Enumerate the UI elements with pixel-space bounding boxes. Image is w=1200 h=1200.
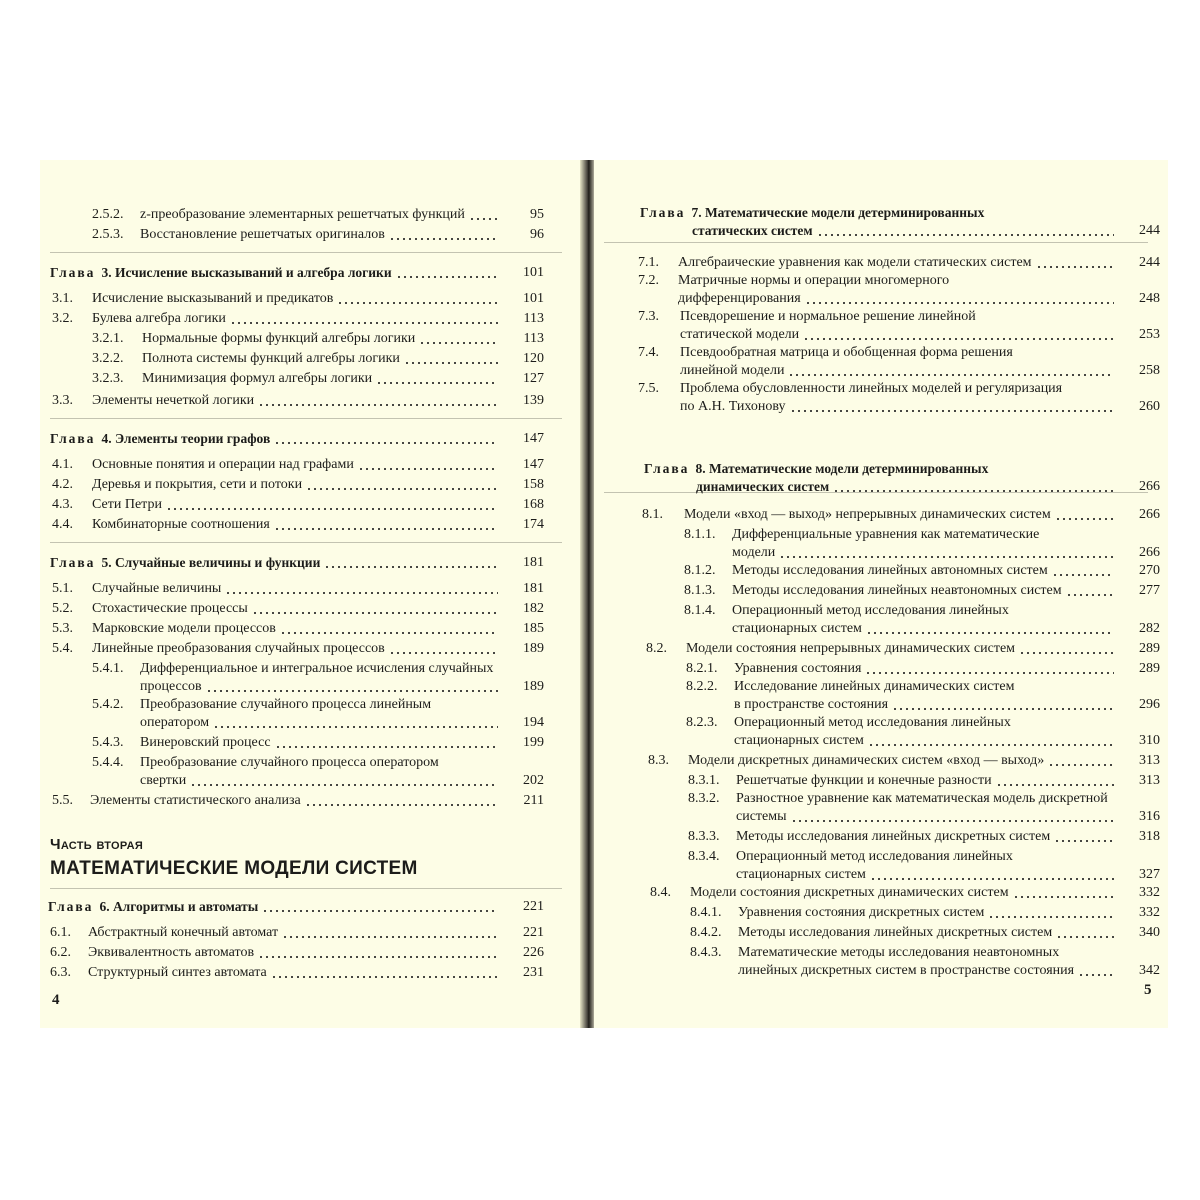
dot-leader: [833, 489, 1114, 493]
toc-entry: [594, 380, 1168, 420]
entry-title-continued: линейной модели: [680, 363, 785, 378]
entry-number: 8.3.1.: [688, 773, 720, 788]
entry-page-number: 96: [530, 227, 544, 242]
chapter-heading: [644, 460, 988, 478]
entry-title: Дифференциальные уравнения как математические: [732, 527, 1040, 542]
toc-entry: [40, 496, 582, 516]
entry-title: Методы исследования линейных автономных систем: [732, 563, 1048, 578]
entry-page-number: 226: [523, 945, 544, 960]
toc-entry: [594, 904, 1168, 924]
entry-title: Преобразование случайного процесса оператором: [140, 755, 439, 770]
dot-leader: [274, 441, 498, 445]
entry-title: Полнота системы функций алгебры логики: [142, 351, 400, 366]
chapter-heading: [50, 554, 320, 572]
entry-title: Марковские модели процессов: [92, 621, 276, 636]
entry-title: Уравнения состояния дискретных систем: [738, 905, 985, 920]
chapter-title: 8. Математические модели детерминированных: [695, 461, 989, 476]
entry-page-number: 221: [523, 925, 544, 940]
dot-leader: [190, 783, 498, 787]
entry-number: 8.1.3.: [684, 583, 716, 598]
dot-leader: [206, 689, 498, 693]
toc-chapter-entry: [40, 430, 582, 450]
entry-number: 4.3.: [52, 497, 73, 512]
toc-entry: [40, 964, 582, 984]
chapter-title-continued: статических систем: [692, 223, 813, 238]
entry-page-number: 139: [523, 393, 544, 408]
dot-leader: [258, 955, 498, 959]
entry-page-number: 231: [523, 965, 544, 980]
dot-leader: [337, 301, 498, 305]
entry-title-continued: дифференцирования: [678, 291, 801, 306]
entry-title: Модели состояния дискретных динамических систем: [690, 885, 1009, 900]
toc-entry: [594, 640, 1168, 660]
entry-title-continued: процессов: [140, 679, 202, 694]
dot-leader: [1036, 265, 1114, 269]
toc-entry: [594, 752, 1168, 772]
entry-number: 3.1.: [52, 291, 73, 306]
entry-title: Операционный метод исследования линейных: [734, 715, 1011, 730]
chapter-title: 6. Алгоритмы и автоматы: [99, 899, 259, 914]
entry-title: Структурный синтез автомата: [88, 965, 267, 980]
dot-leader: [389, 237, 498, 241]
dot-leader: [324, 565, 498, 569]
entry-number: 7.1.: [638, 255, 659, 270]
toc-entry: [594, 272, 1168, 312]
entry-page-number: 332: [1139, 885, 1160, 900]
entry-page-number: 318: [1139, 829, 1160, 844]
entry-number: 6.2.: [50, 945, 71, 960]
dot-leader: [274, 527, 498, 531]
entry-title: Псевдорешение и нормальное решение линейной: [680, 309, 976, 324]
entry-title: Решетчатые функции и конечные разности: [736, 773, 992, 788]
entry-number: 8.4.2.: [690, 925, 722, 940]
toc-entry: [594, 602, 1168, 642]
toc-entry: [40, 734, 582, 754]
toc-entry: [40, 456, 582, 476]
dot-leader: [469, 217, 498, 221]
entry-page-number: 182: [523, 601, 544, 616]
dot-leader: [1066, 593, 1114, 597]
entry-number: 8.2.: [646, 641, 667, 656]
section-divider: [50, 542, 562, 543]
dot-leader: [1055, 517, 1114, 521]
entry-title: Модели дискретных динамических систем «вход — выход»: [688, 753, 1045, 768]
entry-number: 5.5.: [52, 793, 73, 808]
dot-leader: [358, 467, 498, 471]
chapter-heading: [50, 264, 392, 282]
chapter-title: 3. Исчисление высказываний и алгебра логики: [101, 265, 392, 280]
entry-title: Уравнения состояния: [734, 661, 862, 676]
entry-page-number: 211: [523, 793, 544, 808]
entry-title: Минимизация формул алгебры логики: [142, 371, 373, 386]
entry-title: Элементы статистического анализа: [90, 793, 301, 808]
dot-leader: [419, 341, 498, 345]
toc-entry: [594, 772, 1168, 792]
dot-leader: [817, 233, 1114, 237]
dot-leader: [230, 321, 498, 325]
chapter-title: 4. Элементы теории графов: [101, 431, 271, 446]
dot-leader: [1054, 839, 1114, 843]
entry-number: 6.3.: [50, 965, 71, 980]
entry-title: Разностное уравнение как математическая модель дискретной: [736, 791, 1108, 806]
entry-page-number: 95: [530, 207, 544, 222]
entry-page-number: 113: [523, 331, 544, 346]
entry-number: 8.4.: [650, 885, 671, 900]
entry-page-number: 158: [523, 477, 544, 492]
toc-entry: [40, 290, 582, 310]
section-divider: [50, 418, 562, 419]
entry-page-number: 340: [1139, 925, 1160, 940]
toc-entry: [594, 924, 1168, 944]
toc-entry: [40, 310, 582, 330]
entry-page-number: 289: [1139, 661, 1160, 676]
entry-title: Стохастические процессы: [92, 601, 248, 616]
entry-title: Методы исследования линейных неавтономных систем: [732, 583, 1062, 598]
entry-number: 5.4.: [52, 641, 73, 656]
entry-title: Дифференциальное и интегральное исчисления случайных: [140, 661, 494, 676]
dot-leader: [868, 743, 1114, 747]
entry-page-number: 221: [523, 899, 544, 914]
entry-number: 8.4.3.: [690, 945, 722, 960]
dot-leader: [389, 651, 498, 655]
entry-title-continued: линейных дискретных систем в пространстве состояния: [738, 963, 1075, 978]
dot-leader: [996, 783, 1114, 787]
chapter-title: 7. Математические модели детерминированных: [691, 205, 985, 220]
entry-number: 2.5.2.: [92, 207, 124, 222]
toc-entry: [40, 330, 582, 350]
entry-page-number: 296: [1139, 697, 1160, 712]
entry-title: Булева алгебра логики: [92, 311, 226, 326]
entry-title: Исследование линейных динамических систем: [734, 679, 1015, 694]
entry-title-continued: статической модели: [680, 327, 800, 342]
toc-entry: [40, 226, 582, 246]
dot-leader: [280, 631, 498, 635]
dot-leader: [870, 877, 1114, 881]
dot-leader: [865, 671, 1114, 675]
dot-leader: [788, 373, 1114, 377]
entry-number: 3.2.3.: [92, 371, 124, 386]
toc-entry: [40, 350, 582, 370]
entry-title: Восстановление решетчатых оригиналов: [140, 227, 385, 242]
toc-entry: [594, 848, 1168, 888]
entry-number: 8.3.: [648, 753, 669, 768]
entry-number: 4.4.: [52, 517, 73, 532]
entry-title: Методы исследования линейных дискретных систем: [736, 829, 1051, 844]
left-page: [40, 160, 582, 1028]
chapter-label: Глава: [50, 431, 96, 446]
toc-entry: [594, 506, 1168, 526]
entry-page-number: 342: [1139, 963, 1160, 978]
toc-entry: [594, 790, 1168, 830]
entry-page-number: 194: [523, 715, 544, 730]
chapter-heading: [48, 898, 258, 916]
dot-leader: [1078, 973, 1114, 977]
chapter-title-continued: динамических систем: [696, 479, 830, 494]
entry-title: z-преобразование элементарных решетчатых функций: [140, 207, 465, 222]
entry-title: Деревья и покрытия, сети и потоки: [92, 477, 303, 492]
entry-title: Матричные нормы и операции многомерного: [678, 273, 950, 288]
dot-leader: [805, 301, 1114, 305]
entry-number: 7.3.: [638, 309, 659, 324]
entry-number: 5.4.2.: [92, 697, 124, 712]
toc-entry: [594, 944, 1168, 984]
entry-title-continued: стационарных систем: [734, 733, 864, 748]
entry-title: Модели состояния непрерывных динамических систем: [686, 641, 1016, 656]
toc-entry: [40, 792, 582, 812]
chapter-title: 5. Случайные величины и функции: [101, 555, 321, 570]
entry-title: Преобразование случайного процесса линейным: [140, 697, 432, 712]
dot-leader: [275, 745, 498, 749]
entry-page-number: 332: [1139, 905, 1160, 920]
toc-entry: [594, 562, 1168, 582]
entry-title: Абстрактный конечный автомат: [88, 925, 279, 940]
section-divider: [50, 252, 562, 253]
entry-title: Линейные преобразования случайных процессов: [92, 641, 385, 656]
entry-title: Проблема обусловленности линейных моделей и регуляризация: [680, 381, 1063, 396]
entry-title: Псевдообратная матрица и обобщенная форма решения: [680, 345, 1013, 360]
entry-page-number: 199: [523, 735, 544, 750]
entry-number: 8.4.1.: [690, 905, 722, 920]
entry-title-continued: системы: [736, 809, 787, 824]
entry-title-continued: стационарных систем: [736, 867, 866, 882]
entry-page-number: 253: [1139, 327, 1160, 342]
entry-page-number: 244: [1139, 255, 1160, 270]
dot-leader: [166, 507, 498, 511]
entry-number: 5.4.4.: [92, 755, 124, 770]
entry-page-number: 101: [523, 291, 544, 306]
dot-leader: [404, 361, 498, 365]
entry-title: Методы исследования линейных дискретных систем: [738, 925, 1053, 940]
entry-page-number: 189: [523, 641, 544, 656]
toc-entry: [594, 526, 1168, 566]
entry-page-number: 313: [1139, 753, 1160, 768]
entry-number: 3.2.2.: [92, 351, 124, 366]
entry-page-number: 327: [1139, 867, 1160, 882]
entry-title-continued: в пространстве состояния: [734, 697, 889, 712]
entry-title: Сети Петри: [92, 497, 162, 512]
entry-title: Модели «вход — выход» непрерывных динамических систем: [684, 507, 1051, 522]
toc-entry: [594, 254, 1168, 274]
entry-title: Элементы нечеткой логики: [92, 393, 255, 408]
chapter-label: Глава: [640, 205, 686, 220]
section-divider: [50, 888, 562, 889]
entry-number: 5.2.: [52, 601, 73, 616]
entry-page-number: 168: [523, 497, 544, 512]
toc-entry: [40, 392, 582, 412]
toc-entry: [40, 696, 582, 736]
toc-entry: [594, 828, 1168, 848]
chapter-label: Глава: [50, 555, 96, 570]
entry-number: 8.2.2.: [686, 679, 718, 694]
page-number: 4: [52, 992, 60, 1008]
dot-leader: [988, 915, 1114, 919]
entry-page-number: 174: [523, 517, 544, 532]
entry-number: 8.2.1.: [686, 661, 718, 676]
toc-entry: [40, 620, 582, 640]
toc-chapter-entry: [40, 554, 582, 574]
entry-number: 2.5.3.: [92, 227, 124, 242]
toc-entry: [40, 206, 582, 226]
dot-leader: [779, 555, 1114, 559]
entry-page-number: 185: [523, 621, 544, 636]
dot-leader: [225, 591, 498, 595]
entry-number: 8.2.3.: [686, 715, 718, 730]
entry-page-number: 101: [523, 265, 544, 280]
entry-number: 7.4.: [638, 345, 659, 360]
toc-entry: [40, 944, 582, 964]
entry-number: 5.3.: [52, 621, 73, 636]
toc-chapter-entry: [40, 898, 582, 918]
toc-entry: [40, 600, 582, 620]
toc-entry: [40, 370, 582, 390]
dot-leader: [803, 337, 1114, 341]
page-number: 5: [1144, 982, 1152, 998]
dot-leader: [1019, 651, 1114, 655]
entry-page-number: 244: [1139, 223, 1160, 238]
entry-page-number: 120: [523, 351, 544, 366]
entry-title-continued: свертки: [140, 773, 187, 788]
entry-number: 4.2.: [52, 477, 73, 492]
entry-number: 8.1.2.: [684, 563, 716, 578]
entry-page-number: 147: [523, 457, 544, 472]
entry-title: Операционный метод исследования линейных: [732, 603, 1009, 618]
entry-page-number: 189: [523, 679, 544, 694]
chapter-label: Глава: [644, 461, 690, 476]
dot-leader: [1048, 763, 1114, 767]
entry-number: 8.1.4.: [684, 603, 716, 618]
entry-page-number: 282: [1139, 621, 1160, 636]
entry-page-number: 266: [1139, 507, 1160, 522]
dot-leader: [262, 909, 498, 913]
toc-chapter-entry: [594, 204, 1168, 244]
entry-page-number: 316: [1139, 809, 1160, 824]
entry-page-number: 147: [523, 431, 544, 446]
dot-leader: [1052, 573, 1114, 577]
entry-number: 5.4.1.: [92, 661, 124, 676]
entry-number: 5.1.: [52, 581, 73, 596]
entry-page-number: 127: [523, 371, 544, 386]
entry-page-number: 181: [523, 555, 544, 570]
toc-chapter-entry: [40, 264, 582, 284]
toc-entry: [594, 678, 1168, 718]
entry-title: Алгебраические уравнения как модели статических систем: [678, 255, 1032, 270]
entry-page-number: 181: [523, 581, 544, 596]
toc-entry: [40, 924, 582, 944]
entry-title-continued: модели: [732, 545, 776, 560]
toc-entry: [40, 660, 582, 700]
toc-entry: [40, 516, 582, 536]
dot-leader: [1056, 935, 1114, 939]
entry-number: 3.2.1.: [92, 331, 124, 346]
entry-page-number: 266: [1139, 479, 1160, 494]
entry-page-number: 310: [1139, 733, 1160, 748]
entry-number: 5.4.3.: [92, 735, 124, 750]
toc-entry: [594, 884, 1168, 904]
entry-page-number: 248: [1139, 291, 1160, 306]
toc-chapter-entry: [594, 460, 1168, 500]
dot-leader: [282, 935, 498, 939]
entry-page-number: 270: [1139, 563, 1160, 578]
entry-title: Математические методы исследования неавтономных: [738, 945, 1060, 960]
entry-page-number: 113: [523, 311, 544, 326]
entry-number: 8.3.3.: [688, 829, 720, 844]
entry-title: Нормальные формы функций алгебры логики: [142, 331, 416, 346]
dot-leader: [258, 403, 498, 407]
toc-entry: [40, 476, 582, 496]
dot-leader: [892, 707, 1114, 711]
dot-leader: [396, 275, 498, 279]
toc-entry: [40, 754, 582, 794]
entry-page-number: 258: [1139, 363, 1160, 378]
entry-title-continued: стационарных систем: [732, 621, 862, 636]
toc-entry: [40, 640, 582, 660]
entry-title: Случайные величины: [92, 581, 222, 596]
entry-page-number: 266: [1139, 545, 1160, 560]
entry-number: 7.5.: [638, 381, 659, 396]
entry-title: Исчисление высказываний и предикатов: [92, 291, 334, 306]
toc-entry: [594, 660, 1168, 680]
entry-number: 3.3.: [52, 393, 73, 408]
chapter-label: Глава: [48, 899, 94, 914]
entry-number: 8.3.2.: [688, 791, 720, 806]
entry-number: 3.2.: [52, 311, 73, 326]
toc-entry: [594, 308, 1168, 348]
entry-page-number: 289: [1139, 641, 1160, 656]
dot-leader: [305, 803, 498, 807]
entry-number: 8.1.: [642, 507, 663, 522]
entry-title-continued: оператором: [140, 715, 210, 730]
entry-page-number: 202: [523, 773, 544, 788]
dot-leader: [790, 409, 1114, 413]
entry-title: Комбинаторные соотношения: [92, 517, 270, 532]
dot-leader: [271, 975, 498, 979]
right-page: [594, 160, 1168, 1028]
part-label: Часть вторая: [50, 836, 144, 853]
dot-leader: [376, 381, 498, 385]
toc-entry: [594, 582, 1168, 602]
entry-page-number: 277: [1139, 583, 1160, 598]
dot-leader: [791, 819, 1114, 823]
dot-leader: [1013, 895, 1114, 899]
entry-number: 8.3.4.: [688, 849, 720, 864]
dot-leader: [306, 487, 498, 491]
entry-number: 7.2.: [638, 273, 659, 288]
dot-leader: [213, 725, 498, 729]
toc-entry: [594, 344, 1168, 384]
entry-page-number: 313: [1139, 773, 1160, 788]
entry-title: Эквивалентность автоматов: [88, 945, 255, 960]
dot-leader: [252, 611, 498, 615]
entry-number: 6.1.: [50, 925, 71, 940]
toc-entry: [40, 580, 582, 600]
toc-entry: [594, 714, 1168, 754]
entry-number: 8.1.1.: [684, 527, 716, 542]
chapter-label: Глава: [50, 265, 96, 280]
entry-page-number: 260: [1139, 399, 1160, 414]
entry-title: Винеровский процесс: [140, 735, 271, 750]
entry-title-continued: по А.Н. Тихонову: [680, 399, 786, 414]
part-title: МАТЕМАТИЧЕСКИЕ МОДЕЛИ СИСТЕМ: [50, 858, 418, 879]
chapter-heading: [50, 430, 270, 448]
dot-leader: [866, 631, 1114, 635]
entry-title: Основные понятия и операции над графами: [92, 457, 354, 472]
chapter-heading: [640, 204, 984, 222]
entry-title: Операционный метод исследования линейных: [736, 849, 1013, 864]
entry-number: 4.1.: [52, 457, 73, 472]
